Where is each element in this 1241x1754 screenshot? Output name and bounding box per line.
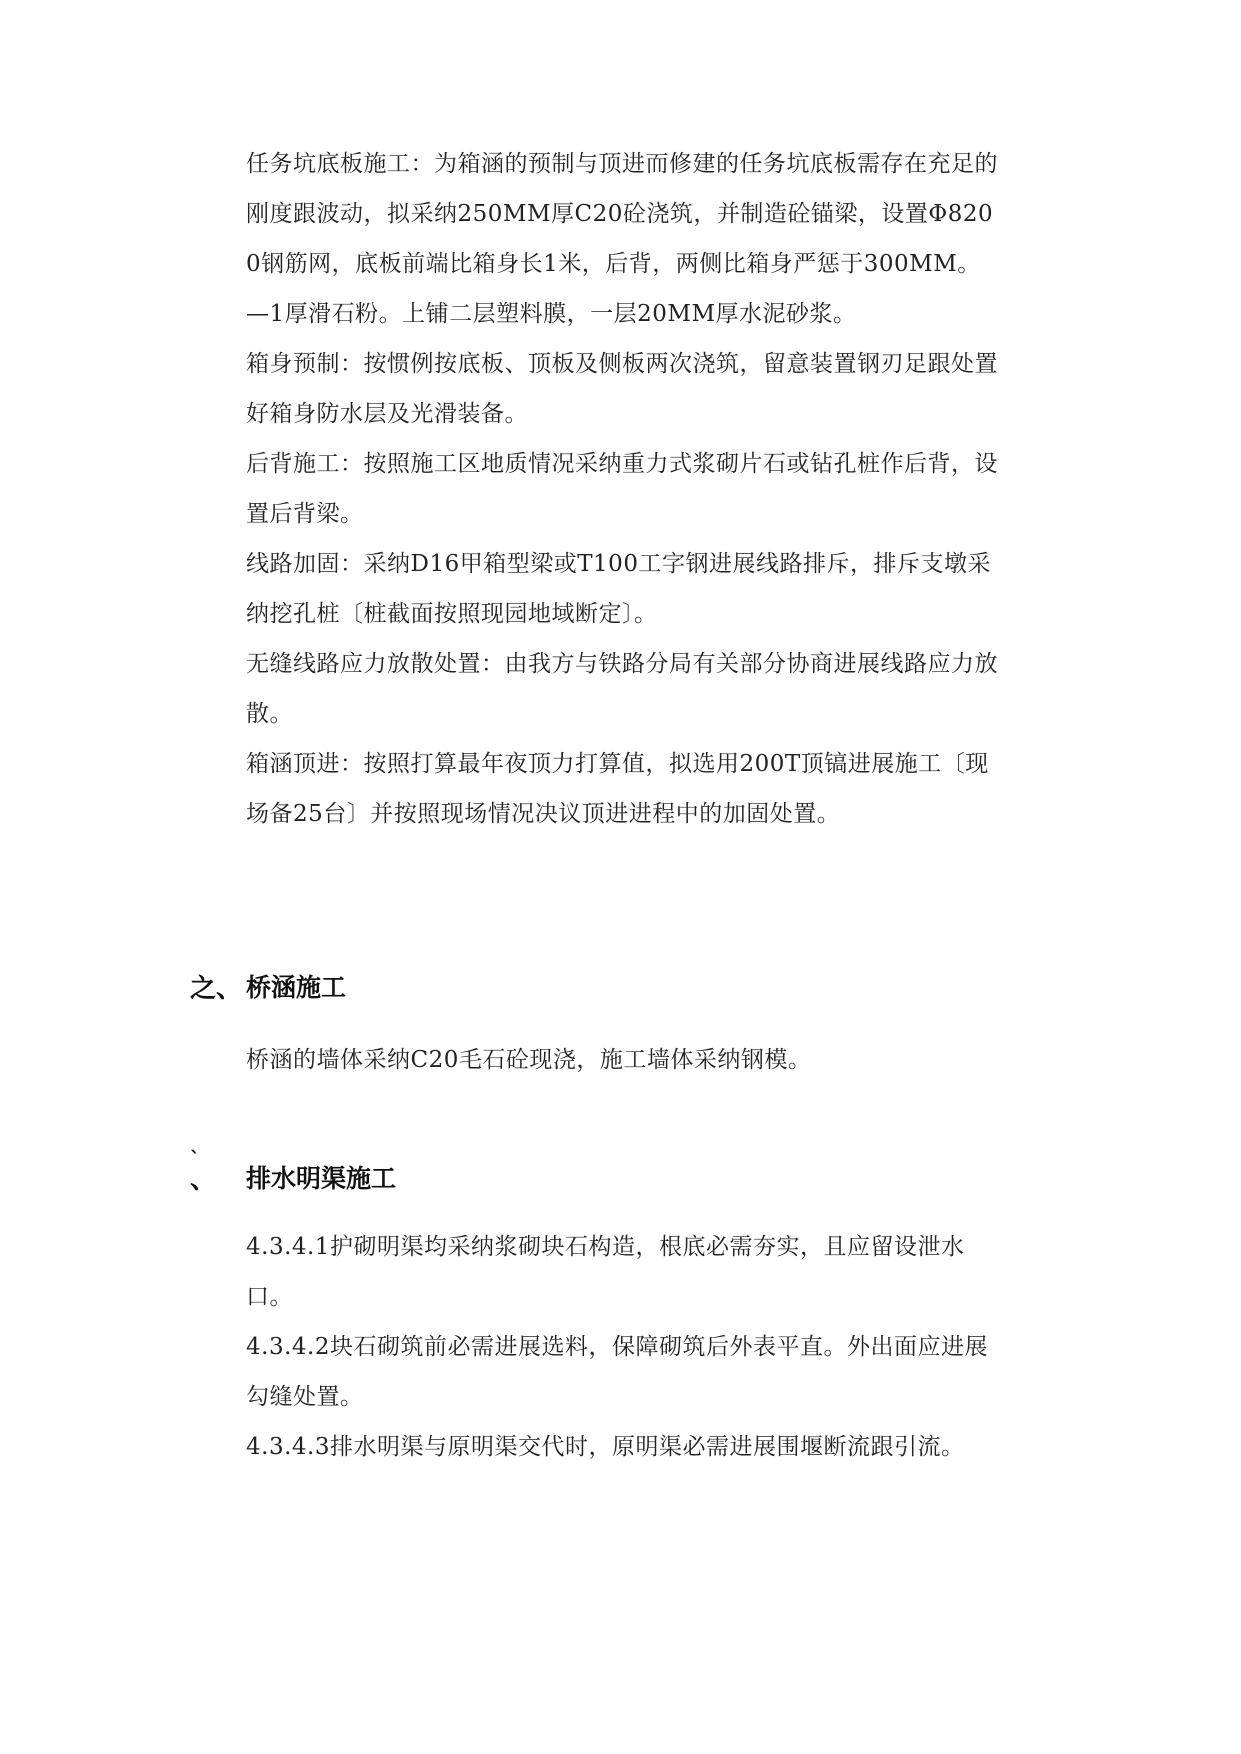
section-title: 排水明渠施工 xyxy=(246,1164,397,1193)
drain-channel-section xyxy=(246,1222,1006,1472)
drain-item-2: 4.3.4.2块石砌筑前必需进展选料，保障砌筑后外表平直。外出面应进展勾缝处置。 xyxy=(246,1334,988,1410)
box-jacking-paragraph: 箱涵顶进：按照打算最年夜顶力打算值，拟选用200T顶镐进展施工〔现场备25台〕并按照现场情况决议顶进进程中的加固处置。 xyxy=(246,751,989,827)
section-title: 桥涵施工 xyxy=(246,973,347,1002)
bridge-culvert-heading xyxy=(190,966,346,1006)
stress-release-paragraph: 无缝线路应力放散处置：由我方与铁路分局有关部分协商进展线路应力放散。 xyxy=(246,651,998,727)
bridge-wall-paragraph: 桥涵的墙体采纳C20毛石砼现浇，施工墙体采纳钢模。 xyxy=(246,1047,812,1073)
bridge-culvert-section xyxy=(246,1035,1006,1085)
section-number-marker: 、 xyxy=(190,1164,217,1195)
box-prefab-paragraph: 箱身预制：按惯例按底板、顶板及侧板两次浇筑，留意装置钢刃足跟处置好箱身防水层及光滑装备。 xyxy=(246,351,998,427)
talc-layer-paragraph: —1厚滑石粉。上铺二层塑料膜，一层20MM厚水泥砂浆。 xyxy=(246,301,857,327)
drain-item-3: 4.3.4.3排水明渠与原明渠交代时，原明渠必需进展围堰断流跟引流。 xyxy=(246,1434,965,1460)
pit-floor-paragraph: 任务坑底板施工：为箱涵的预制与顶进而修建的任务坑底板需存在充足的刚度跟波动，拟采纳250MM厚C20砼浇筑，并制造砼锚梁，设置Φ8200钢筋网，底板前端比箱身长1米，后背，两侧比箱身严惩于300MM。 xyxy=(246,151,998,277)
construction-steps-section xyxy=(246,139,1006,839)
backwall-paragraph: 后背施工：按照施工区地质情况采纳重力式浆砌片石或钻孔桩作后背，设置后背梁。 xyxy=(246,451,998,527)
drain-channel-heading xyxy=(190,1157,396,1197)
stray-mark: ` xyxy=(190,1147,200,1171)
section-number-marker: 之、 xyxy=(190,973,243,1004)
track-reinforce-paragraph: 线路加固：采纳D16甲箱型梁或T100工字钢进展线路排斥，排斥支墩采纳挖孔桩〔桩截面按照现园地域断定〕。 xyxy=(246,551,991,627)
drain-item-1: 4.3.4.1护砌明渠均采纳浆砌块石构造，根底必需夯实，且应留设泄水口。 xyxy=(246,1234,965,1310)
